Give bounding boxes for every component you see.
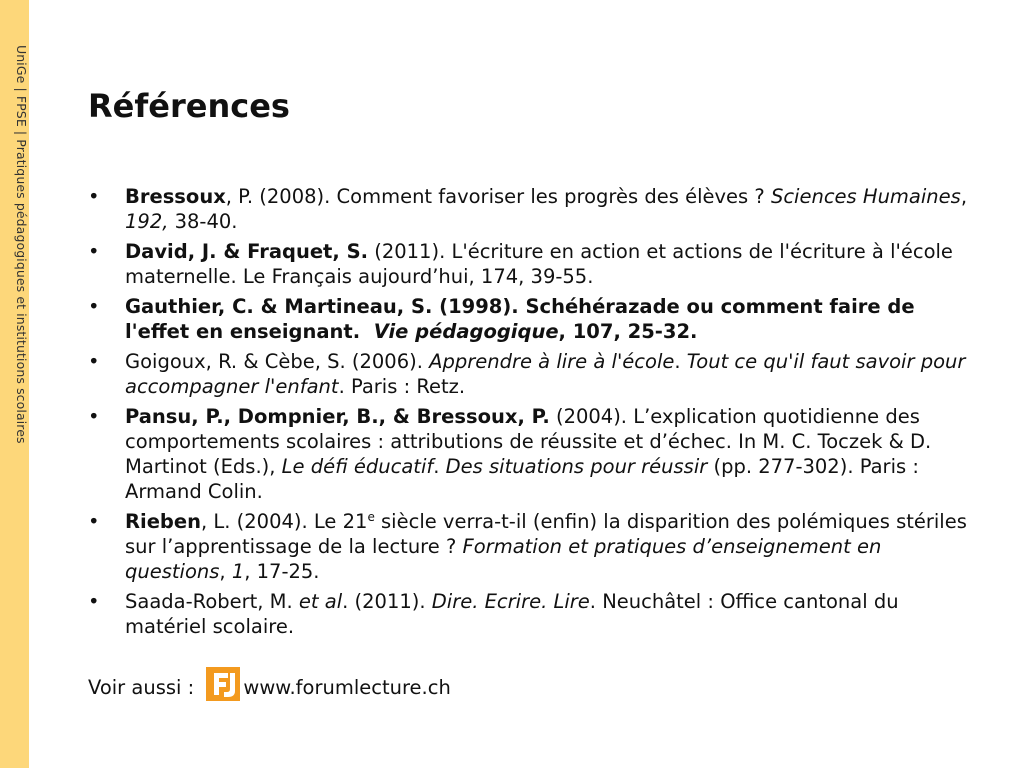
reference-fragment: Pansu, P., Dompnier, B., & Bressoux, P. xyxy=(125,405,550,428)
reference-fragment: Saada-Robert, M. xyxy=(125,590,299,613)
reference-text xyxy=(125,510,973,583)
reference-fragment: Dire. Ecrire. Lire xyxy=(431,590,590,613)
reference-text xyxy=(125,405,937,503)
reference-fragment: 192, xyxy=(125,210,169,233)
reference-fragment: . (2011). xyxy=(342,590,432,613)
reference-fragment: Vie pédagogique xyxy=(373,320,559,343)
reference-fragment: . xyxy=(674,350,687,373)
bullet-marker: • xyxy=(88,350,100,373)
bullet-marker: • xyxy=(88,185,100,208)
bullet-marker: • xyxy=(88,590,100,613)
slide-title: Références xyxy=(88,87,290,125)
bullet-marker: • xyxy=(88,405,100,428)
see-also-label: Voir aussi : xyxy=(88,676,201,699)
reference-fragment: . Neuchâtel : Office cantonal du matériel scolaire. xyxy=(125,590,905,638)
reference-fragment: , xyxy=(219,560,232,583)
reference-text xyxy=(125,590,905,638)
reference-fragment: 38-40. xyxy=(168,210,238,233)
reference-text xyxy=(125,240,959,288)
reference-fragment: et al xyxy=(298,590,343,613)
references-list xyxy=(84,184,974,644)
reference-fragment: Rieben xyxy=(125,510,201,533)
reference-fragment: David, J. & Fraquet, S. xyxy=(125,240,369,263)
reference-item xyxy=(84,239,974,289)
reference-fragment: Le défi éducatif xyxy=(281,455,434,478)
reference-text xyxy=(125,350,972,398)
reference-fragment: Goigoux, R. & Cèbe, S. (2006). xyxy=(125,350,430,373)
reference-text xyxy=(125,295,921,343)
reference-fragment: Sciences Humaines xyxy=(770,185,961,208)
see-also xyxy=(88,663,451,713)
reference-fragment: (2004). L’explication quotidienne des comportements scolaires : attributions de réussite et d’échec. In M. C. Toczek & D. Martinot (Eds.), xyxy=(125,405,938,478)
reference-fragment: , P. (2008). Comment favoriser les progrès des élèves ? xyxy=(225,185,771,208)
reference-fragment: , 17-25. xyxy=(244,560,320,583)
reference-fragment: . Paris : Retz. xyxy=(338,375,466,398)
reference-fragment: , L. (2004). Le 21 xyxy=(201,510,368,533)
reference-fragment: 1 xyxy=(231,560,245,583)
reference-fragment: . xyxy=(433,455,446,478)
reference-fragment: siècle verra-t-il (enfin) la disparition des polémiques stériles sur l’apprentissage de la lecture ? xyxy=(125,510,974,558)
bullet-marker: • xyxy=(88,295,100,318)
reference-fragment: Apprendre à lire à l'école xyxy=(429,350,675,373)
reference-fragment: e xyxy=(367,510,375,524)
reference-fragment: Bressoux xyxy=(125,185,226,208)
reference-fragment: Formation et pratiques d’enseignement en questions xyxy=(125,535,888,583)
bullet-marker: • xyxy=(88,240,100,263)
reference-fragment: , xyxy=(960,185,974,208)
reference-item xyxy=(84,404,974,504)
reference-item xyxy=(84,349,974,399)
sidebar-caption: UniGe | FPSE | Pratiques pédagogiques et institutions scolaires xyxy=(14,45,29,444)
reference-fragment: (pp. 277-302). Paris : Armand Colin. xyxy=(125,455,926,503)
reference-item xyxy=(84,589,974,639)
reference-fragment: , 107, 25-32. xyxy=(558,320,698,343)
reference-item xyxy=(84,184,974,234)
reference-fragment: Des situations pour réussir xyxy=(445,455,708,478)
reference-text xyxy=(125,185,973,233)
reference-item xyxy=(84,294,974,344)
reference-item xyxy=(84,509,974,584)
reference-fragment: Tout ce qu'il faut savoir pour accompagner l'enfant xyxy=(125,350,972,398)
reference-fragment: Gauthier, C. & Martineau, S. (1998). Schéhérazade ou comment faire de l'effet en enseignant. xyxy=(125,295,922,343)
bullet-marker: • xyxy=(88,510,100,533)
forumlecture-link[interactable]: www.forumlecture.ch xyxy=(243,676,451,699)
forumlecture-logo-icon xyxy=(206,667,240,701)
reference-fragment: (2011). L'écriture en action et actions de l'écriture à l'école maternelle. Le Français aujourd’hui, 174, 39-55. xyxy=(125,240,960,288)
